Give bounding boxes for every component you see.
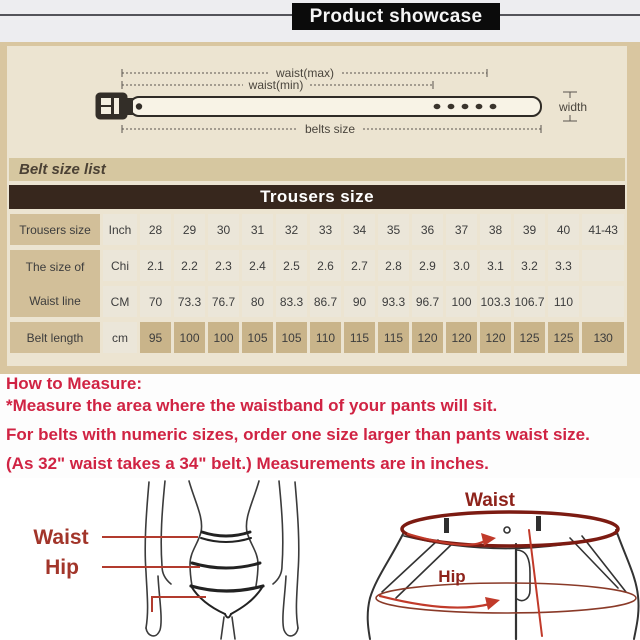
waist-max-label: waist(max) xyxy=(275,66,335,80)
belt-measure-diagram xyxy=(7,46,627,154)
value-cell: 2.1 xyxy=(140,250,171,281)
value-cell xyxy=(582,286,624,317)
value-cell: 39 xyxy=(514,214,545,245)
row-label-cell: Belt length xyxy=(10,322,100,353)
value-cell: 70 xyxy=(140,286,171,317)
value-cell: 110 xyxy=(310,322,341,353)
value-cell: 96.7 xyxy=(412,286,443,317)
value-cell: 2.5 xyxy=(276,250,307,281)
trousers-size-heading: Trousers size xyxy=(9,185,625,209)
unit-cell: Chi xyxy=(103,250,137,281)
value-cell: 33 xyxy=(310,214,341,245)
value-cell: 3.3 xyxy=(548,250,579,281)
size-table xyxy=(7,209,627,358)
table-row xyxy=(10,250,624,281)
value-cell: 32 xyxy=(276,214,307,245)
value-cell: 125 xyxy=(548,322,579,353)
table-row xyxy=(10,214,624,245)
header-strip xyxy=(0,0,640,42)
unit-cell: cm xyxy=(103,322,137,353)
value-cell: 115 xyxy=(378,322,409,353)
value-cell: 120 xyxy=(412,322,443,353)
body-measure-figure xyxy=(0,478,320,640)
belt-icon xyxy=(96,93,541,119)
instruction-line: (As 32" waist takes a 34" belt.) Measurements are in inches. xyxy=(6,454,489,473)
value-cell: 100 xyxy=(174,322,205,353)
pants-hip-label: Hip xyxy=(438,567,466,586)
value-cell: 105 xyxy=(276,322,307,353)
value-cell: 125 xyxy=(514,322,545,353)
row-label-cell: The size of Waist line xyxy=(10,250,100,317)
value-cell: 83.3 xyxy=(276,286,307,317)
value-cell: 3.1 xyxy=(480,250,511,281)
value-cell: 100 xyxy=(208,322,239,353)
instruction-line: *Measure the area where the waistband of your pants will sit. xyxy=(6,396,498,415)
value-cell: 115 xyxy=(344,322,375,353)
value-cell: 29 xyxy=(174,214,205,245)
width-label: width xyxy=(558,100,588,114)
value-cell: 110 xyxy=(548,286,579,317)
value-cell: 3.0 xyxy=(446,250,477,281)
value-cell: 40 xyxy=(548,214,579,245)
value-cell: 31 xyxy=(242,214,273,245)
value-cell: 120 xyxy=(480,322,511,353)
belt-loop-icon xyxy=(444,518,449,533)
how-to-measure-section xyxy=(6,374,636,482)
pants-waist-label: Waist xyxy=(465,490,515,511)
value-cell: 37 xyxy=(446,214,477,245)
belt-size-list-heading: Belt size list xyxy=(9,158,625,181)
row-label-cell: Trousers size xyxy=(10,214,100,245)
value-cell: 73.3 xyxy=(174,286,205,317)
hip-arrow-icon xyxy=(485,597,500,610)
value-cell: 90 xyxy=(344,286,375,317)
unit-cell: CM xyxy=(103,286,137,317)
value-cell: 93.3 xyxy=(378,286,409,317)
measure-figures xyxy=(0,478,640,640)
value-cell: 34 xyxy=(344,214,375,245)
unit-cell: Inch xyxy=(103,214,137,245)
value-cell: 2.9 xyxy=(412,250,443,281)
value-cell: 100 xyxy=(446,286,477,317)
value-cell: 120 xyxy=(446,322,477,353)
belts-size-label: belts size xyxy=(304,122,356,136)
body-waist-label: Waist xyxy=(33,526,89,549)
value-cell: 2.8 xyxy=(378,250,409,281)
table-row xyxy=(10,286,624,317)
value-cell: 35 xyxy=(378,214,409,245)
value-cell: 2.3 xyxy=(208,250,239,281)
value-cell: 30 xyxy=(208,214,239,245)
instruction-line: For belts with numeric sizes, order one size larger than pants waist size. xyxy=(6,425,590,444)
value-cell: 2.4 xyxy=(242,250,273,281)
page-title: Product showcase xyxy=(292,3,500,30)
size-chart-panel xyxy=(0,42,640,374)
value-cell: 36 xyxy=(412,214,443,245)
value-cell: 2.7 xyxy=(344,250,375,281)
value-cell: 105 xyxy=(242,322,273,353)
value-cell: 86.7 xyxy=(310,286,341,317)
value-cell: 2.6 xyxy=(310,250,341,281)
value-cell: 130 xyxy=(582,322,624,353)
belt-loop-icon xyxy=(536,516,541,531)
value-cell: 80 xyxy=(242,286,273,317)
value-cell: 106.7 xyxy=(514,286,545,317)
waist-min-label: waist(min) xyxy=(248,78,304,92)
pants-measure-figure xyxy=(320,478,640,640)
how-to-measure-title: How to Measure: xyxy=(6,374,143,393)
value-cell: 3.2 xyxy=(514,250,545,281)
table-row xyxy=(10,322,624,353)
value-cell: 41-43 xyxy=(582,214,624,245)
value-cell: 38 xyxy=(480,214,511,245)
value-cell: 76.7 xyxy=(208,286,239,317)
value-cell: 2.2 xyxy=(174,250,205,281)
value-cell: 103.3 xyxy=(480,286,511,317)
body-hip-label: Hip xyxy=(45,556,79,579)
value-cell xyxy=(582,250,624,281)
value-cell: 95 xyxy=(140,322,171,353)
value-cell: 28 xyxy=(140,214,171,245)
